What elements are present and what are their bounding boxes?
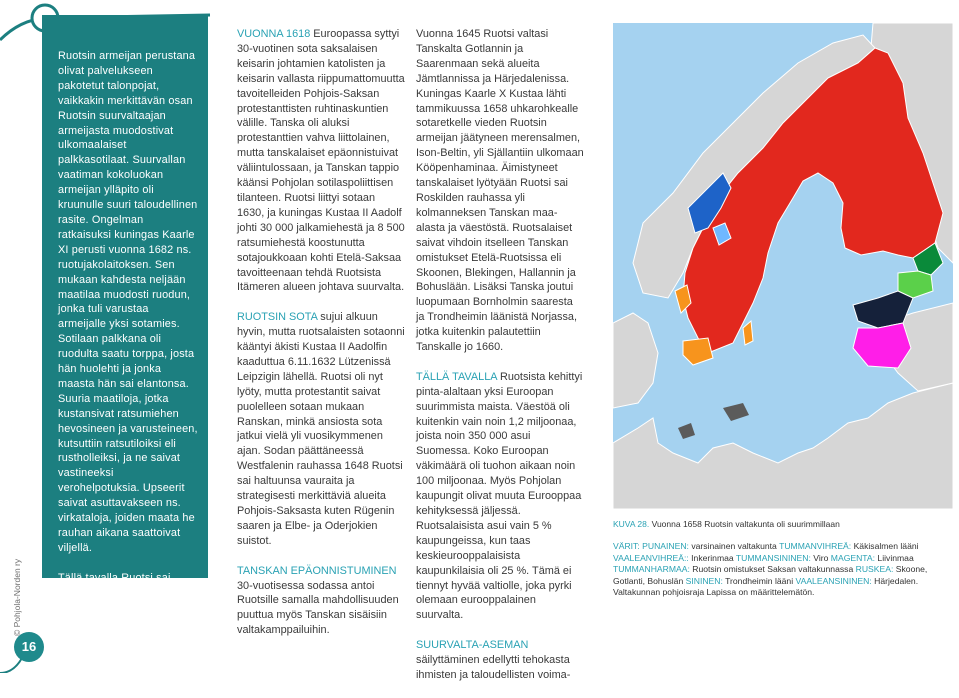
caption-text: Vuonna 1658 Ruotsin valtakunta oli suurimmillaan xyxy=(649,519,840,529)
legend-key: TUMMANSININEN: xyxy=(735,552,811,563)
copyright-vertical xyxy=(10,548,24,638)
legend-text: Inkerinmaa xyxy=(688,552,736,563)
sweden-1658-map xyxy=(613,23,953,509)
column2-paragraph-3 xyxy=(416,638,584,683)
copyright-text: © Pohjola-Norden ry xyxy=(12,558,22,636)
sidebar-text xyxy=(58,49,198,660)
column1-paragraph-2 xyxy=(237,310,405,549)
sidebar-paragraph-1: Ruotsin armeijan perustana olivat palvelukseen pakotetut talonpojat, vaikkakin merkittävän osan Ruotsin suurvaltaajan armeijasta muodostivat ulkomaalaiset palkkasotilaat. Suurvallan vaatiman kokoluokan armeijan ylläpito oli kruunulle suuri taloudellinen rasite. Ongelman ratkaisuksi kuningas Kaarle XI perusti vuonna 1682 ns. ruotujakolaitoksen. Sen mukaan kahdesta neljään maatilaa muodosti ruodun, jonka tuli varustaa armeijalle yksi sotamies. Sotilaan palkkana oli ruodulta saatu torppa, josta hän huolehti ja jonka maasta hän sai elantonsa. Suuria maatiloja, jotka kustansivat ratsumiehen hevosineen ja varusteineen, kutsuttiin ratsutiloiksi eli rustholleiksi, ja ne saivat vastineeksi verohelpotuksia. Upseerit saivat asuttavakseen ns. virkataloja, joiden maata he rauhan aikana saattoivat viljellä. xyxy=(58,50,198,554)
lead-in: TÄLLÄ TAVALLA xyxy=(416,370,497,383)
article-column-2 xyxy=(416,27,584,698)
column2-paragraph-2 xyxy=(416,370,584,623)
column1-paragraph-3 xyxy=(237,564,405,639)
legend-key: PUNAINEN: xyxy=(642,541,689,551)
legend-text: Ruotsin omistukset Saksan valtakunnassa xyxy=(689,564,856,574)
legend-key: RUSKEA: xyxy=(855,564,894,574)
article-column-1 xyxy=(237,27,405,653)
legend-text: Skoone, Gotlanti, Bohuslän xyxy=(613,564,928,586)
legend-text: Trondheimin lääni xyxy=(722,575,796,586)
legend-key: VAALEANVIHREÄ:: xyxy=(613,552,689,563)
paragraph-text: Ruotsista kehittyi pinta-alaltaan yksi Euroopan suurimmista maista. Väestöä oli kuitenkin vain noin 1,2 miljoonaa, joista noin 350 000 asui Suomessa. Koko Euroopan väkimäärä oli tuohon aikaan noin 100 miljoonaa. Myös Pohjolan kaupungit olivat muuta Eurooppaa kehityksessä jäljessä. Ruotsalaisista asui vain 5 % kaupungeissa, kun taas keskieurooppalaisista kaupunkilaisia oli 25 %. Tämä ei tiennyt hyvää valtiolle, joka pyrki olemaan eurooppalainen suurvalta. xyxy=(416,370,583,622)
column2-paragraph-1: Vuonna 1645 Ruotsi valtasi Tanskalta Gotlannin ja Saarenmaan sekä alueita Jämtlannissa ja Härjedalenissa. Kuningas Kaarle X Kustaa lähti tammikuussa 1658 uhkarohkealle sotaretkelle vieden Ruotsin armeijan jäätyneen merensalmen, Ison-Beltin, yli Själlantiin ulkomaan Kööpenhaminaa. Äimistyneet tanskalaiset lyötyään Ruotsi sai Roskilden rauhassa yli kolmanneksen Tanskan maa-alasta ja väestöstä. Ruotsalaiset saivat vihdoin itselleen Tanskan omistukset Etelä-Ruotsissa eli Skoonen, Blekingen, Hallannin ja Bohuslään. Lisäksi Tanska joutui luopumaan Bornholmin saaresta ja Trondheimin läänistä Norjassa, jotka kuitenkin palautettiin Tanskalle jo 1660. xyxy=(416,28,584,354)
figure-caption xyxy=(613,519,959,529)
caption-number: KUVA 28. xyxy=(613,519,650,529)
sidebar-paragraph-2: Tällä tavalla Ruotsi sai vakituisen armeijan. Laivastoa varten rakennettiin Karlskronaan valtakunnan ensimmäinen sotilassatama ja -telakka. xyxy=(58,571,188,659)
legend-text: varsinainen valtakunta xyxy=(688,541,780,551)
legend-key: VÄRIT: xyxy=(613,541,640,551)
map-drawing xyxy=(613,23,953,509)
legend-text: Käkisalmen lääni xyxy=(851,541,919,551)
lead-in: SUURVALTA-ASEMAN xyxy=(416,639,529,652)
legend-key: TUMMANHARMAA: xyxy=(613,564,690,574)
lead-in: VUONNA 1618 xyxy=(237,28,311,40)
legend-key: SININEN: xyxy=(685,575,723,586)
legend-text: Viro xyxy=(810,552,831,563)
legend-key: TUMMANVIHREÄ: xyxy=(779,541,852,551)
paragraph-text: 30-vuotisessa sodassa antoi Ruotsille samalla mahdollisuuden puuttua myös Tanskan sisäisiin valtakamppailuihin. xyxy=(237,579,399,637)
map-legend xyxy=(613,541,959,599)
legend-key: MAGENTA: xyxy=(830,552,876,563)
legend-text: Härjedalen. Valtakunnan pohjoisraja Lapissa on määrittelemätön. xyxy=(613,575,919,597)
paragraph-text: säilyttäminen edellytti tehokasta ihmisten ja taloudellisten voima- xyxy=(416,654,571,681)
legend-text: Liivinmaa xyxy=(875,552,914,563)
paragraph-text: Euroopassa syttyi 30-vuotinen sota saksalaisen keisarin johtamien katolisten ja keisarin vallasta riippumattomuutta tavoitelleiden Pohjois-Saksan protestanttisten ruhtinaskuntien välille. Tanska oli aluksi protestanttien vahva liittolainen, mutta tanskalaiset epäonnistuivat väliintulossaan, ja Tanskan tappio käänsi Pohjolan sotilaspoliittisen tilanteen. Ruotsi liittyi sotaan 1630, ja kuningas Kustaa II Aadolf johti 30 000 jalkamiehestä ja 8 500 ratsumiehestä koostunutta sotajoukkoaan kohti Etelä-Saksaa tavoitteenaan tehdä Ruotsista Itämeren alueen johtava suurvalta. xyxy=(237,28,405,294)
column1-paragraph-1 xyxy=(237,27,405,295)
legend-key: VAALEANSININEN: xyxy=(795,575,872,586)
page-number: 16 xyxy=(14,632,44,662)
lead-in: RUOTSIN SOTA xyxy=(237,311,318,324)
paragraph-text: sujui alkuun hyvin, mutta ruotsalaisten sotaonni kääntyi äkisti Kustaa II Aadolfin kaaduttua 6.11.1632 Lützenissä Leipzigin lähellä. Ruotsi oli nyt lyöty, mutta protestantit saivat puolelleen sotaan mukaan Ranskan, minkä ansiosta sota jatkui vielä yli vuosikymmenen ajan. Sodan päättäneessä Westfalenin rauhassa 1648 Ruotsi sai haltuunsa vauraita ja strategisesti merkittäviä alueita Pohjois-Saksasta kuten Rügenin saaren ja Elbe- ja Oderjokien suistot. xyxy=(237,311,405,547)
lead-in: TANSKAN EPÄONNISTUMINEN xyxy=(237,564,397,577)
